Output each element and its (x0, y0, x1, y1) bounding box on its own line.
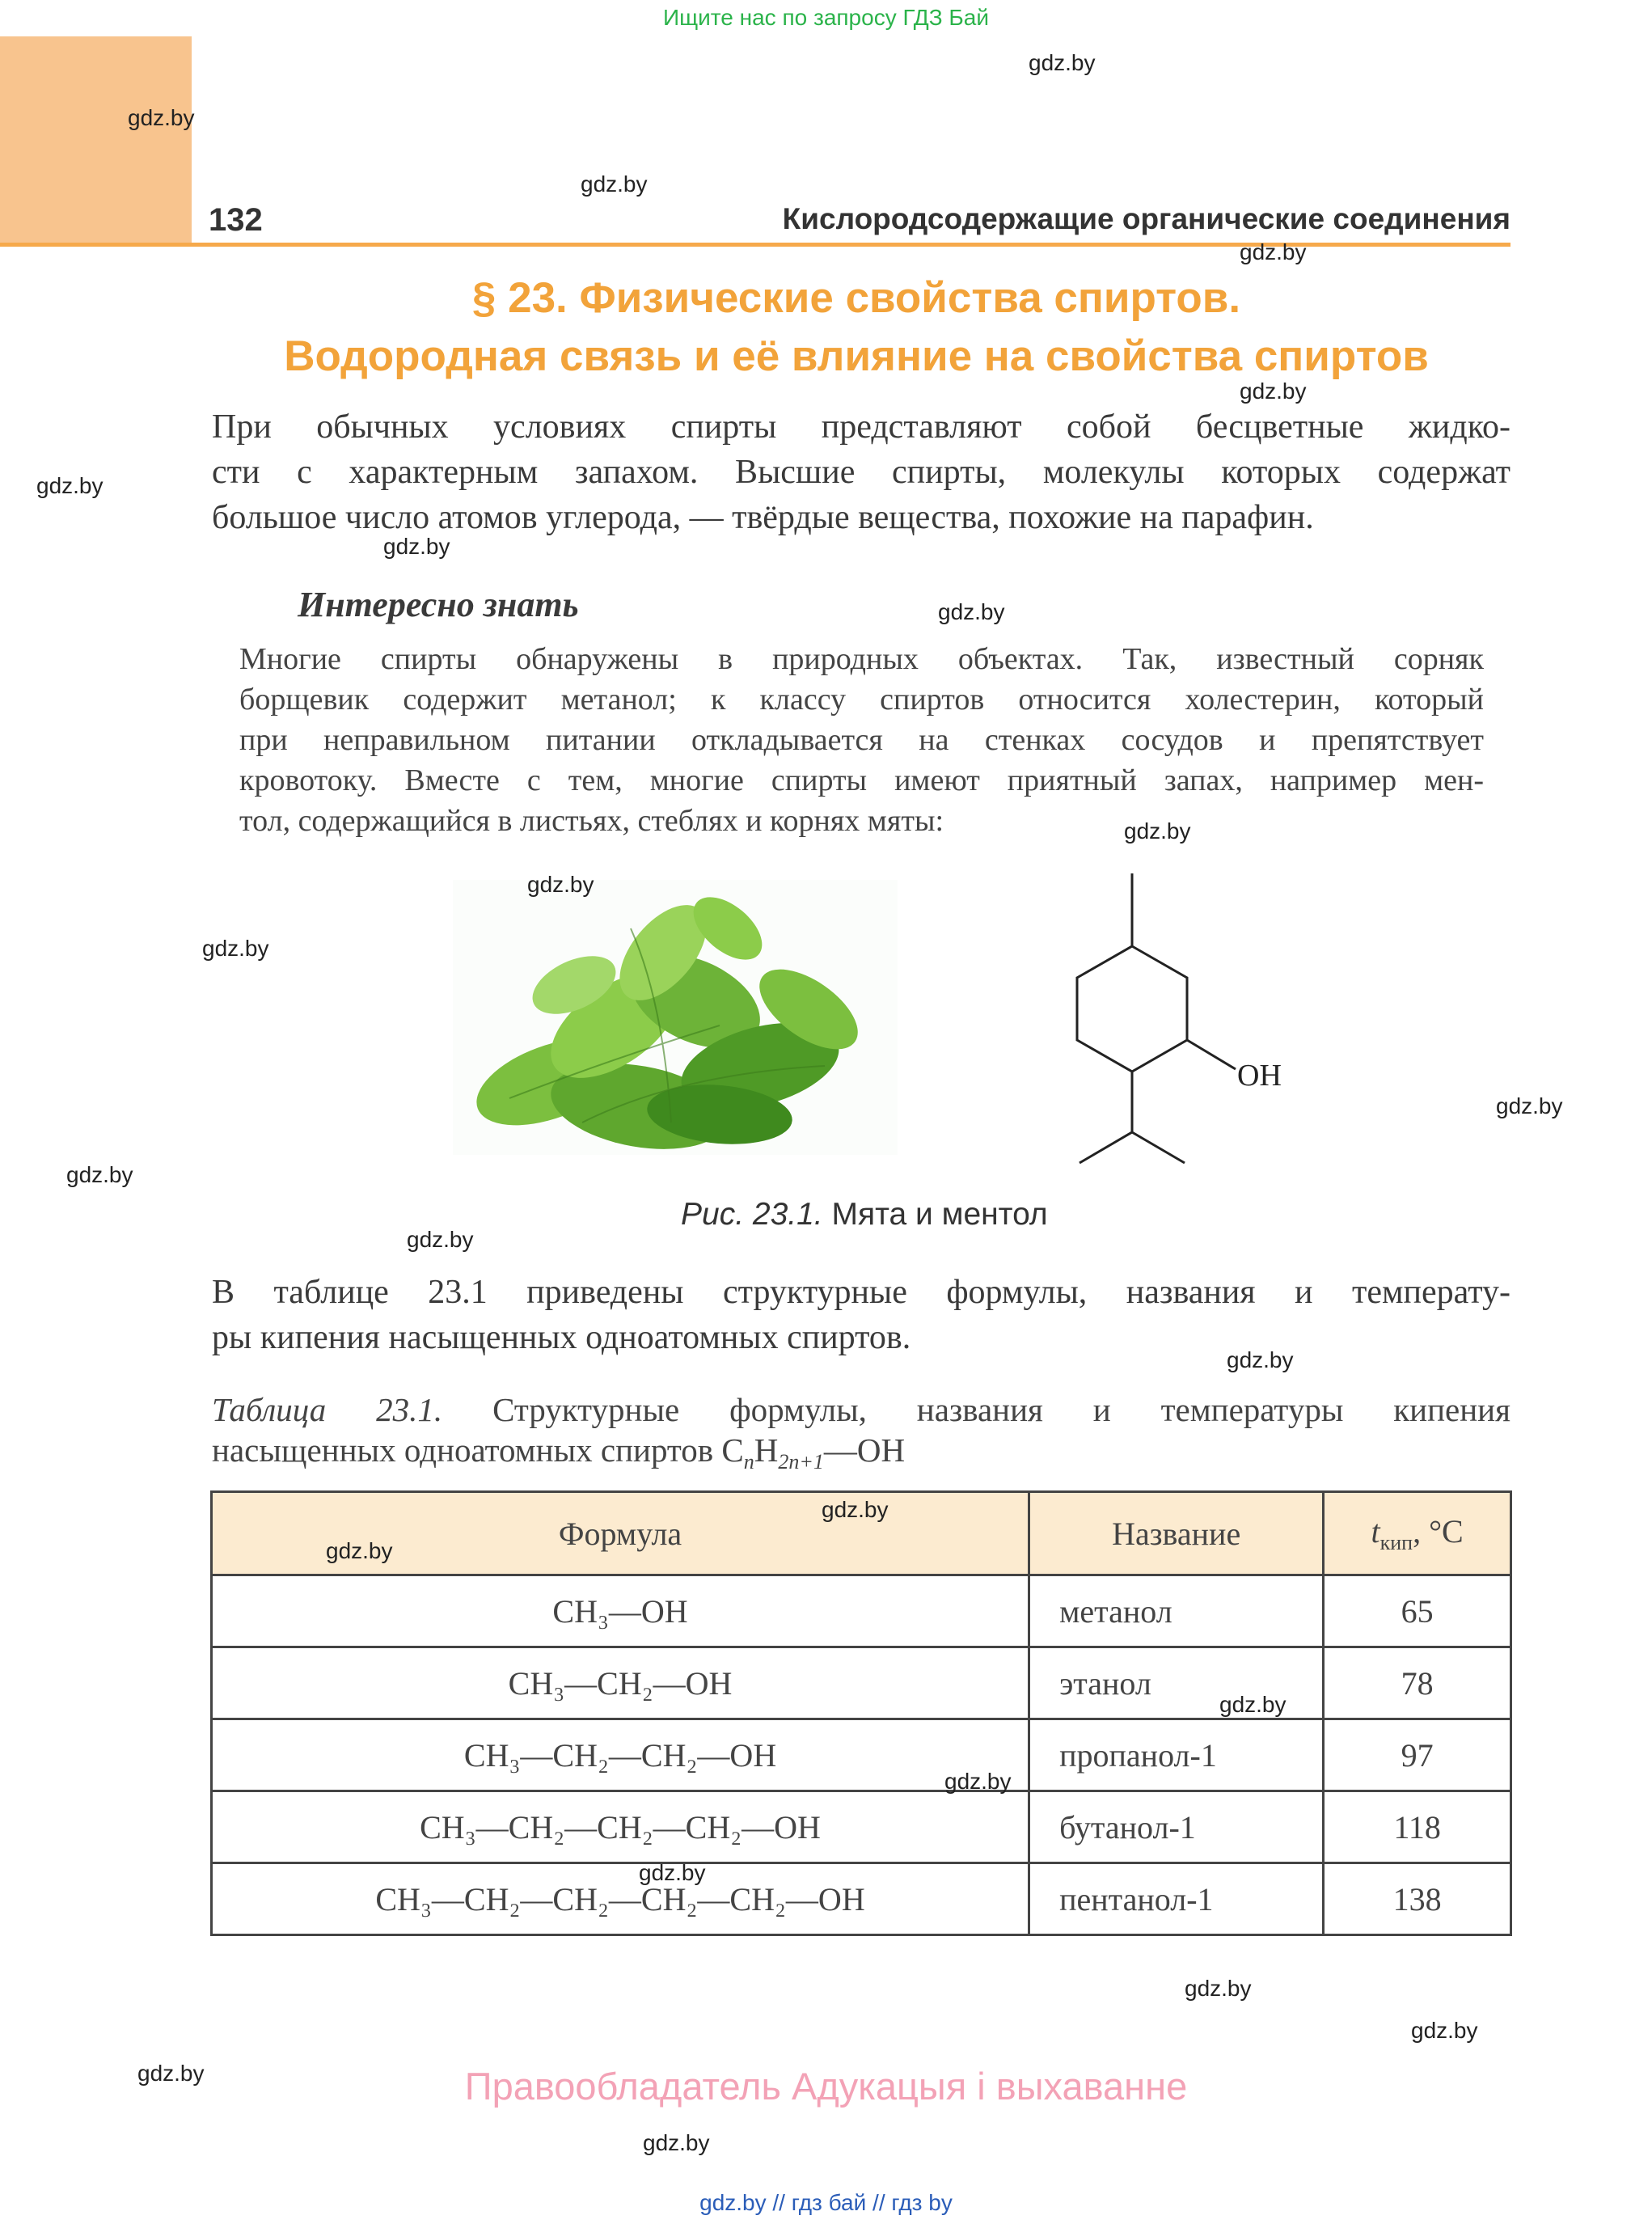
corner-decoration (0, 36, 192, 243)
interest-paragraph (239, 639, 1484, 841)
watermark: gdz.by (938, 599, 1005, 624)
table-row (212, 1719, 1511, 1791)
header-formula: Формула (212, 1492, 1029, 1575)
mint-image (453, 880, 898, 1155)
alcohols-table (210, 1490, 1512, 1936)
interest-line: тол, содержащийся в листьях, стеблях и корнях мяты: (239, 804, 944, 838)
header-temp (1324, 1492, 1511, 1575)
table-row (212, 1575, 1511, 1647)
watermark: gdz.by (639, 1860, 706, 1885)
temp-cell: 97 (1324, 1719, 1511, 1791)
intro-line: большое число атомов углерода, — твёрдые вещества, похожие на парафин. (212, 499, 1314, 536)
table-caption-label: Таблица 23.1. (212, 1391, 443, 1428)
menthol-oh-label: OH (1237, 1059, 1282, 1093)
watermark: gdz.by (66, 1162, 133, 1187)
temp-cell: 78 (1324, 1647, 1511, 1719)
watermark: gdz.by (383, 534, 450, 559)
watermark: gdz.by (128, 105, 195, 130)
name-cell: пентанол-1 (1029, 1863, 1324, 1935)
formula-cell: CH₃—CH₂—CH₂—CH₂—OH (212, 1791, 1029, 1863)
menthol-structure (1043, 857, 1310, 1165)
watermark: gdz.by (36, 473, 104, 498)
watermark: gdz.by (137, 2061, 205, 2086)
formula-cell: CH₃—OH (212, 1575, 1029, 1647)
table-row (212, 1791, 1511, 1863)
watermark: gdz.by (1227, 1347, 1294, 1372)
section-title-line-2: Водородная связь и её влияние на свойства спиртов (284, 332, 1429, 380)
watermark: gdz.by (1185, 1976, 1252, 2001)
intro-paragraph (212, 404, 1510, 540)
intro-line: сти с характерным запахом. Высшие спирты, молекулы которых содержат (212, 454, 1510, 491)
top-banner[interactable]: Ищите нас по запросу ГДЗ Бай (662, 5, 990, 30)
table-row (212, 1647, 1511, 1719)
name-cell: метанол (1029, 1575, 1324, 1647)
header-temp-t: t (1371, 1512, 1380, 1550)
interest-line: борщевик содержит метанол; к классу спиртов относится холестерин, который (239, 683, 1484, 717)
figure-caption-text: Мята и ментол (822, 1197, 1048, 1232)
table-caption (212, 1389, 1510, 1482)
watermark: gdz.by (527, 872, 594, 897)
interest-line: Многие спирты обнаружены в природных объектах. Так, известный сорняк (239, 642, 1484, 676)
interest-line: кровотоку. Вместе с тем, многие спирты имеют приятный запах, например мен- (239, 763, 1484, 797)
section-title-line-1: § 23. Физические свойства спиртов. (471, 274, 1241, 322)
formula-sub-2n1: 2n+1 (778, 1450, 824, 1474)
table-row (212, 1863, 1511, 1935)
interest-line: при неправильном питании откладывается на стенках сосудов и препятствует (239, 723, 1484, 757)
table-intro-line: В таблице 23.1 приведены структурные формулы, названия и температу- (212, 1274, 1510, 1311)
formula-cell: CH₃—CH₂—OH (212, 1647, 1029, 1719)
watermark: gdz.by (1411, 2018, 1478, 2043)
watermark: gdz.by (1240, 239, 1307, 264)
watermark: gdz.by (326, 1538, 393, 1563)
watermark: gdz.by (1240, 378, 1307, 404)
watermark: gdz.by (1124, 818, 1191, 844)
header-temp-unit: , °C (1413, 1512, 1464, 1550)
temp-cell: 65 (1324, 1575, 1511, 1647)
watermark: gdz.by (1496, 1093, 1563, 1118)
name-cell: этанол (1029, 1647, 1324, 1719)
header-name: Название (1029, 1492, 1324, 1575)
watermark: gdz.by (944, 1769, 1012, 1794)
temp-cell: 118 (1324, 1791, 1511, 1863)
name-cell: бутанол-1 (1029, 1791, 1324, 1863)
formula-sub-n: n (743, 1450, 754, 1474)
watermark: gdz.by (407, 1227, 474, 1252)
page-number: 132 (209, 202, 263, 238)
watermark: gdz.by (822, 1497, 889, 1522)
name-cell: пропанол-1 (1029, 1719, 1324, 1791)
temp-cell: 138 (1324, 1863, 1511, 1935)
formula-cell: CH₃—CH₂—CH₂—OH (212, 1719, 1029, 1791)
intro-line: При обычных условиях спирты представляют собой бесцветные жидко- (212, 408, 1510, 446)
watermark: gdz.by (1219, 1692, 1287, 1717)
formula-oh: —OH (823, 1431, 906, 1469)
table-caption-line-2: насыщенных одноатомных спиртов C (212, 1431, 744, 1469)
figure-caption (681, 1197, 1048, 1233)
formula-cell: CH₃—CH₂—CH₂—CH₂—CH₂—OH (212, 1863, 1029, 1935)
watermark: gdz.by (643, 2130, 710, 2155)
watermark: gdz.by (1029, 50, 1096, 75)
header-temp-sub: кип (1379, 1530, 1413, 1554)
table-intro-paragraph (212, 1270, 1510, 1360)
formula-h: H (754, 1431, 779, 1469)
footer-links[interactable]: gdz.by // гдз бай // гдз by (699, 2190, 953, 2215)
watermark: gdz.by (581, 171, 648, 197)
table-caption-line-1: Структурные формулы, названия и температуры кипения (442, 1391, 1510, 1428)
table-intro-line: ры кипения насыщенных одноатомных спиртов. (212, 1319, 911, 1356)
interest-heading: Интересно знать (298, 585, 579, 624)
running-head: Кислородсодержащие органические соединения (782, 202, 1510, 235)
footer-copyright: Правообладатель Адукацыя і выхаванне (464, 2065, 1188, 2108)
watermark: gdz.by (202, 936, 269, 961)
figure-caption-label: Рис. 23.1. (681, 1197, 823, 1232)
